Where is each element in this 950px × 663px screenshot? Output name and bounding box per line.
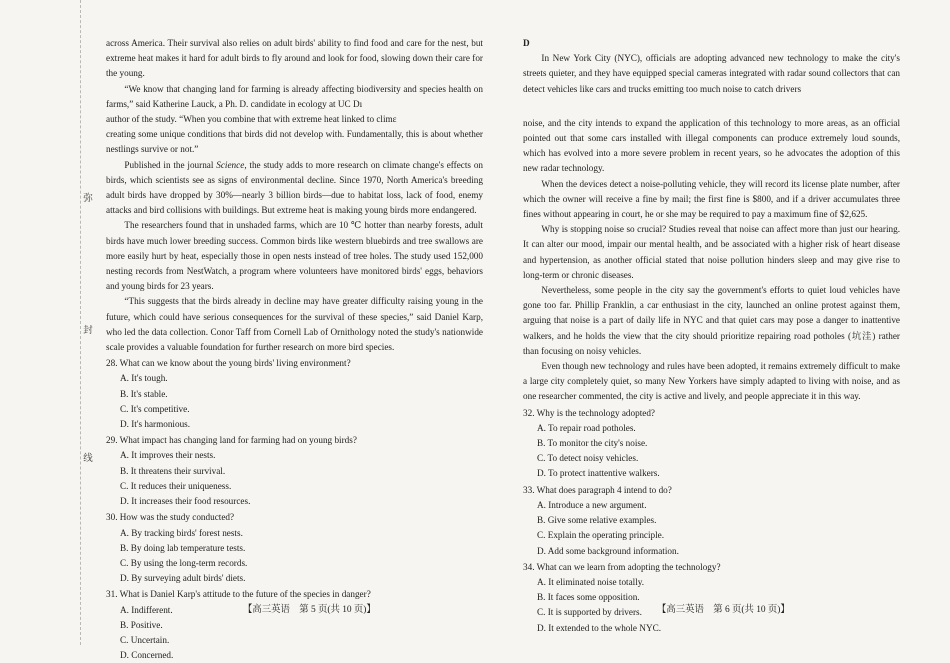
paragraph: The researchers found that in unshaded farms, which are 10 ℃ hotter than nearby forests, adult birds have much lower breeding success. Common birds like western bluebirds and tree swallows are more easily hurt by heat, especially those in open nests instead of tree holes. The study used 152,000 nesting records from NestWatch, a program where volunteers have monitored birds' eggs, behaviors and young birds for 23 years. (106, 220, 483, 292)
answer-option: B. It faces some opposition. (537, 592, 640, 603)
question (523, 560, 900, 636)
answer-option: C. By using the long-term records. (120, 557, 248, 568)
answer-option: D. Concerned. (120, 650, 174, 661)
margin-seal-char: 封 (81, 324, 95, 338)
answer-option: B. Positive. (120, 619, 163, 630)
question (106, 433, 483, 509)
paragraph: creating some unique conditions that birds did not develop with. Fundamentally, this is about whether nestlings survive or not.” (106, 129, 483, 155)
question-stem: 28. What can we know about the young birds' living environment? (106, 358, 351, 369)
answer-option: D. To protect inattentive walkers. (537, 468, 660, 479)
answer-options (523, 421, 900, 482)
paragraph: author of the study. “When you combine that with extreme heat linked to climɛ (106, 114, 397, 125)
right-page-column (523, 36, 900, 636)
answer-option: A. By tracking birds' forest nests. (120, 527, 243, 538)
margin-seal-char: 弥 (81, 192, 95, 206)
left-page-column (106, 36, 483, 663)
paragraph: When the devices detect a noise-polluting vehicle, they will record its license plate number, after which the owner will receive a fine by mail; the first fine is $800, and if a driver accumulates three fines without appearing in court, he or she may be required to pay a maximum fine of $2,625. (523, 178, 900, 220)
question-stem: 33. What does paragraph 4 intend to do? (523, 484, 672, 495)
answer-option: A. To repair road potholes. (537, 422, 636, 433)
answer-options (106, 448, 483, 509)
question (523, 483, 900, 559)
binding-dashed-line (80, 0, 81, 645)
question-stem: 34. What can we learn from adopting the technology? (523, 561, 721, 572)
answer-option: A. Indifferent. (120, 604, 173, 615)
answer-option: C. It is supported by drivers. (537, 607, 642, 618)
page-footer: 【高三英语 第 5 页(共 10 页)】 (243, 605, 376, 615)
paragraph: across America. Their survival also relies on adult birds' ability to find food and care for the nest, but extreme heat makes it hard for adult birds to fly around and look for food, slowing down their care for the young. (106, 38, 483, 79)
paragraph: “This suggests that the birds already in decline may have greater difficulty raising young in the future, which could have serious consequences for the survival of these species,” said Daniel Karp, who led the data collection. Conor Taff from Cornell Lab of Ornithology noted the study's nationwide scale provides a valuable foundation for further research on more bird species. (106, 296, 483, 353)
answer-option: A. Introduce a new argument. (537, 499, 647, 510)
paragraph: Even though new technology and rules have been adopted, it remains extremely difficult to make a large city completely quiet, so many New Yorkers have simply adapted to living with noise, and as one researcher commented, the city is active and lively, and people appreciate it in this way. (523, 361, 900, 402)
paragraph: Nevertheless, some people in the city say the government's efforts to quiet loud vehicles have gone too far. Phillip Franklin, a car enthusiast in the city, launched an online protest against them, arguing that noise is a part of daily life in NYC and that quiet cars may pose a danger to inattentive walkers, and he holds the view that the city should prioritize repairing road potholes (坑洼) rather than focusing on noisy vehicles. (523, 285, 900, 356)
passage-letter: D (523, 38, 530, 48)
answer-option: C. To detect noisy vehicles. (537, 453, 639, 464)
answer-option: D. It extended to the whole NYC. (537, 622, 662, 633)
answer-options (106, 371, 483, 432)
question (106, 510, 483, 586)
answer-option: D. Add some background information. (537, 545, 679, 556)
question-stem: 30. How was the study conducted? (106, 512, 235, 523)
answer-options (523, 498, 900, 559)
answer-option: D. By surveying adult birds' diets. (120, 573, 246, 584)
question (106, 356, 483, 432)
answer-option: B. By doing lab temperature tests. (120, 542, 246, 553)
question-stem: 32. Why is the technology adopted? (523, 407, 655, 418)
page-footer: 【高三英语 第 6 页(共 10 页)】 (657, 605, 790, 615)
question-list (523, 406, 900, 636)
question-list (106, 356, 483, 663)
answer-option: C. It reduces their uniqueness. (120, 480, 232, 491)
paragraph-text: , the study adds to more research on climate change's effects on birds, which scientists see as signs of environmental decline. Since 1970, North America's breeding adult birds have dropped by 30%—nearly 3 billion birds—due to habitat loss, lack of food, enemy attacks and bird collisions with buildings. But extreme heat is making young birds more endangered. (106, 159, 483, 216)
question-stem: 29. What impact has changing land for farming had on young birds? (106, 435, 357, 446)
answer-option: D. It increases their food resources. (120, 496, 251, 507)
question (523, 406, 900, 482)
answer-option: A. It improves their nests. (120, 450, 216, 461)
margin-seal-char: 线 (81, 452, 95, 466)
question-stem: 31. What is Daniel Karp's attitude to the future of the species in danger? (106, 589, 371, 600)
answer-option: C. It's competitive. (120, 403, 190, 414)
answer-option: B. It threatens their survival. (120, 465, 226, 476)
paragraph (106, 158, 483, 219)
answer-option: C. Explain the operating principle. (537, 530, 665, 541)
paragraph: “We know that changing land for farming is already affecting biodiversity and species health on farms,” said Katherine Lauck, a Ph. D. candidate in ecology at UC Dı (106, 83, 483, 109)
answer-option: B. To monitor the city's noise. (537, 438, 648, 449)
answer-option: D. It's harmonious. (120, 419, 191, 430)
answer-option: B. Give some relative examples. (537, 515, 657, 526)
paragraph: In New York City (NYC), officials are adopting advanced new technology to make the city's streets quieter, and they have equipped special cameras integrated with radar sound collectors that can detect vehicles like cars and trucks emitting too much noise to catch drivers (523, 53, 900, 94)
answer-option: B. It's stable. (120, 388, 168, 399)
answer-option: C. Uncertain. (120, 634, 170, 645)
question (106, 587, 483, 663)
paragraph: noise, and the city intends to expand the application of this technology to more areas, as an official pointed out that some cars installed with illegal components can produce extremely loud sounds, which has evolved into a more severe problem in recent years, so he advocates the adoption of this new radar technology. (523, 117, 900, 174)
answer-option: A. It's tough. (120, 373, 168, 384)
paragraph-text: Published in the journal (124, 159, 217, 170)
answer-option: A. It eliminated noise totally. (537, 576, 645, 587)
answer-options (106, 526, 483, 587)
journal-name: Science (216, 159, 245, 170)
paragraph: Why is stopping noise so crucial? Studies reveal that noise can affect more than just our hearing. It can alter our mood, impair our mental health, and be associated with a higher risk of heart disease and hypertension, as another official stated that noise pollution hinders sleep and may give rise to long-term or chronic diseases. (523, 224, 900, 280)
